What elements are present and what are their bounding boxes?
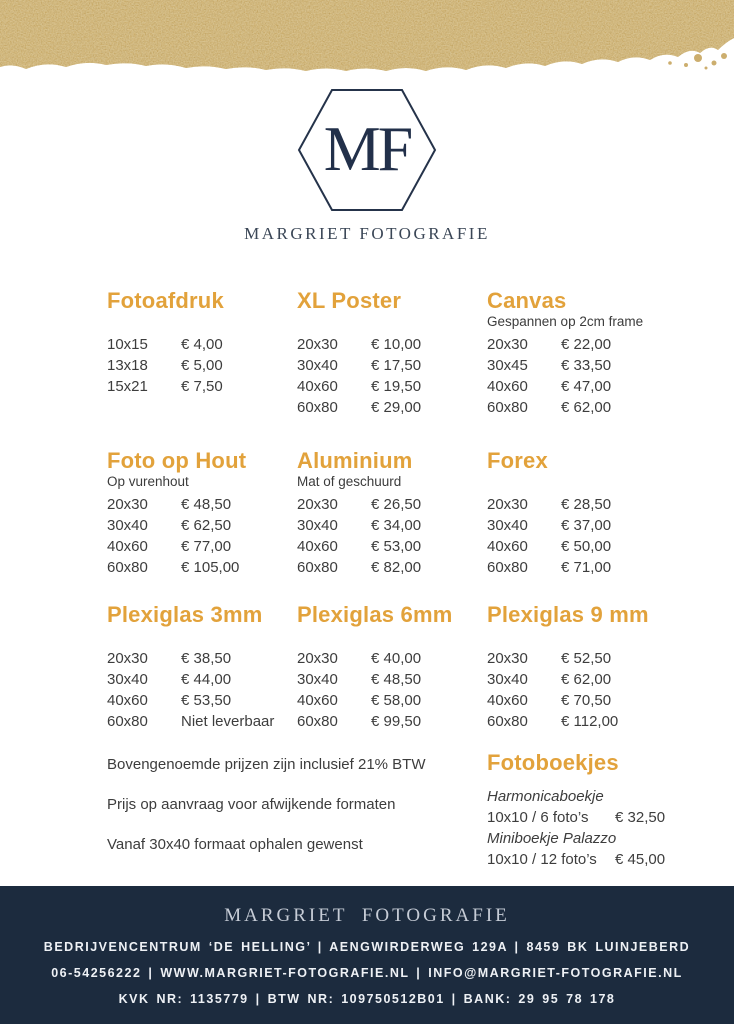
section-title: Plexiglas 9 mm (487, 602, 649, 627)
size-label: 30x40 (297, 357, 338, 374)
size-label: 30x40 (487, 517, 528, 534)
price-row (107, 515, 297, 536)
section-title: Aluminium (297, 448, 413, 473)
size-label: 15x21 (107, 378, 148, 395)
price-row (297, 515, 487, 536)
section-title: XL Poster (297, 288, 402, 313)
section-xl-poster (297, 288, 487, 418)
size-label: 10x15 (107, 336, 148, 353)
price-row (487, 690, 677, 711)
price-value: € 58,00 (371, 692, 422, 709)
price-row (107, 355, 297, 376)
price-value: € 5,00 (181, 357, 223, 374)
size-label: 20x30 (487, 496, 528, 513)
section-subtitle: Gespannen op 2cm frame (487, 314, 644, 329)
price-row (107, 557, 297, 578)
price-row (107, 690, 297, 711)
size-label: 60x80 (297, 559, 338, 576)
price-value: € 62,50 (181, 517, 232, 534)
price-row (487, 376, 677, 397)
price-value: € 53,00 (371, 538, 422, 555)
price-value: € 19,50 (371, 378, 422, 395)
size-label: 60x80 (107, 713, 148, 730)
price-row (107, 334, 297, 355)
price-row (487, 648, 677, 669)
footer-contact: 06-54256222 | WWW.MARGRIET-FOTOGRAFIE.NL | INFO@MARGRIET-FOTOGRAFIE.NL (51, 966, 683, 980)
size-label: 60x80 (107, 559, 148, 576)
logo-monogram: MF (323, 113, 411, 184)
brush-texture-icon (0, 0, 734, 80)
section-subtitle (487, 628, 677, 648)
price-row (487, 711, 677, 732)
price-row (107, 494, 297, 515)
price-value: € 77,00 (181, 538, 232, 555)
size-label: 30x40 (107, 671, 148, 688)
price-value: € 70,50 (561, 692, 612, 709)
price-row (297, 711, 487, 732)
price-value: € 112,00 (561, 713, 619, 730)
section-aluminium (297, 448, 487, 578)
price-value: € 29,00 (371, 399, 422, 416)
footer-address: BEDRIJVENCENTRUM ‘DE HELLING’ | AENGWIRDERWEG 129A | 8459 BK LUINJEBERD (43, 940, 691, 954)
price-value: € 26,50 (371, 496, 422, 513)
size-label: 30x40 (487, 671, 528, 688)
book-spec: 10x10 / 12 foto’s (487, 851, 597, 868)
section-canvas (487, 288, 677, 418)
size-label: 40x60 (297, 692, 338, 709)
price-row (487, 334, 677, 355)
price-row (297, 334, 487, 355)
footer (0, 886, 734, 1024)
size-label: 20x30 (107, 650, 148, 667)
size-label: 40x60 (297, 378, 338, 395)
section-fotoafdruk (107, 288, 297, 418)
price-row (297, 397, 487, 418)
price-value: € 53,50 (181, 692, 232, 709)
price-value: € 7,50 (181, 378, 223, 395)
price-row (487, 669, 677, 690)
price-value: € 28,50 (561, 496, 612, 513)
size-label: 40x60 (487, 692, 528, 709)
size-label: 13x18 (107, 357, 148, 374)
section-title: Canvas (487, 288, 567, 313)
footer-brand-name: MARGRIET FOTOGRAFIE (224, 905, 510, 926)
size-label: 60x80 (487, 713, 528, 730)
price-row (487, 515, 677, 536)
section-fotoboekjes (487, 750, 717, 876)
price-value: € 40,00 (371, 650, 422, 667)
gold-brush-stroke (0, 0, 734, 80)
price-row (107, 397, 297, 418)
price-row (297, 690, 487, 711)
price-value: € 47,00 (561, 378, 612, 395)
price-row (297, 494, 487, 515)
size-label: 20x30 (487, 650, 528, 667)
book-row (487, 807, 717, 828)
price-value: € 52,50 (561, 650, 612, 667)
section-title: Fotoboekjes (487, 750, 619, 775)
book-name: Miniboekje Palazzo (487, 830, 617, 847)
price-row (487, 355, 677, 376)
section-title: Foto op Hout (107, 448, 247, 473)
size-label: 60x80 (487, 399, 528, 416)
price-value: Niet leverbaar (181, 713, 275, 730)
price-value: € 44,00 (181, 671, 232, 688)
section-title: Forex (487, 448, 548, 473)
size-label: 40x60 (107, 692, 148, 709)
section-foto-op-hout (107, 448, 297, 578)
section-subtitle (107, 314, 297, 334)
price-row (107, 536, 297, 557)
price-value: € 22,00 (561, 336, 612, 353)
section-subtitle (107, 628, 297, 648)
section-plexiglas-6mm (297, 602, 487, 732)
size-label: 30x40 (297, 517, 338, 534)
book-row (487, 849, 717, 870)
price-row (297, 355, 487, 376)
section-plexiglas-9mm (487, 602, 677, 732)
price-value: € 48,50 (371, 671, 422, 688)
price-row (487, 557, 677, 578)
price-value: € 17,50 (371, 357, 422, 374)
price-row (297, 376, 487, 397)
book-name: Harmonicaboekje (487, 788, 604, 805)
price-row (107, 376, 297, 397)
size-label: 60x80 (297, 399, 338, 416)
note-btw: Bovengenoemde prijzen zijn inclusief 21% BTW (107, 756, 426, 773)
section-subtitle (297, 314, 487, 334)
price-value: € 62,00 (561, 399, 612, 416)
price-value: € 38,50 (181, 650, 232, 667)
section-subtitle: Op vurenhout (107, 474, 189, 489)
size-label: 20x30 (297, 336, 338, 353)
grid-row-2 (107, 448, 734, 578)
size-label: 40x60 (107, 538, 148, 555)
price-row (297, 557, 487, 578)
price-row (107, 648, 297, 669)
bottom-section (107, 750, 734, 876)
price-row (107, 669, 297, 690)
price-row (487, 397, 677, 418)
section-subtitle: Mat of geschuurd (297, 474, 402, 489)
section-forex (487, 448, 677, 578)
size-label: 40x60 (297, 538, 338, 555)
logo-block (0, 88, 734, 244)
price-row (297, 669, 487, 690)
section-subtitle (487, 474, 677, 494)
size-label: 30x40 (297, 671, 338, 688)
price-value: € 99,50 (371, 713, 422, 730)
grid-row-3 (107, 602, 734, 732)
section-title: Plexiglas 6mm (297, 602, 453, 627)
price-value: € 105,00 (181, 559, 240, 576)
size-label: 30x45 (487, 357, 528, 374)
price-value: € 33,50 (561, 357, 612, 374)
price-value: € 4,00 (181, 336, 223, 353)
price-value: € 62,00 (561, 671, 612, 688)
size-label: 60x80 (297, 713, 338, 730)
section-plexiglas-3mm (107, 602, 297, 732)
price-value: € 34,00 (371, 517, 422, 534)
book-spec: 10x10 / 6 foto’s (487, 809, 589, 826)
brand-name: MARGRIET FOTOGRAFIE (244, 224, 490, 243)
price-row (107, 711, 297, 732)
notes-block (107, 750, 487, 876)
size-label: 30x40 (107, 517, 148, 534)
size-label: 40x60 (487, 538, 528, 555)
price-value: € 48,50 (181, 496, 232, 513)
grid-row-1 (107, 288, 734, 418)
price-value: € 71,00 (561, 559, 612, 576)
price-value: € 82,00 (371, 559, 422, 576)
size-label: 20x30 (297, 650, 338, 667)
note-aanvraag: Prijs op aanvraag voor afwijkende formaten (107, 796, 396, 813)
price-value: € 10,00 (371, 336, 422, 353)
note-ophalen: Vanaf 30x40 formaat ophalen gewenst (107, 836, 363, 853)
price-row (297, 536, 487, 557)
size-label: 20x30 (297, 496, 338, 513)
footer-registration: KVK NR: 1135779 | BTW NR: 109750512B01 | BANK: 29 95 78 178 (118, 992, 616, 1006)
size-label: 20x30 (487, 336, 528, 353)
section-subtitle (297, 628, 487, 648)
price-row (487, 536, 677, 557)
price-row (487, 494, 677, 515)
size-label (107, 397, 181, 418)
price-value: € 50,00 (561, 538, 612, 555)
price-value: € 45,00 (615, 851, 666, 868)
price-value: € 37,00 (561, 517, 612, 534)
size-label: 40x60 (487, 378, 528, 395)
section-title: Plexiglas 3mm (107, 602, 263, 627)
price-value: € 32,50 (615, 809, 666, 826)
section-title: Fotoafdruk (107, 288, 224, 313)
price-row (297, 648, 487, 669)
size-label: 20x30 (107, 496, 148, 513)
price-grid (107, 288, 734, 732)
size-label: 60x80 (487, 559, 528, 576)
